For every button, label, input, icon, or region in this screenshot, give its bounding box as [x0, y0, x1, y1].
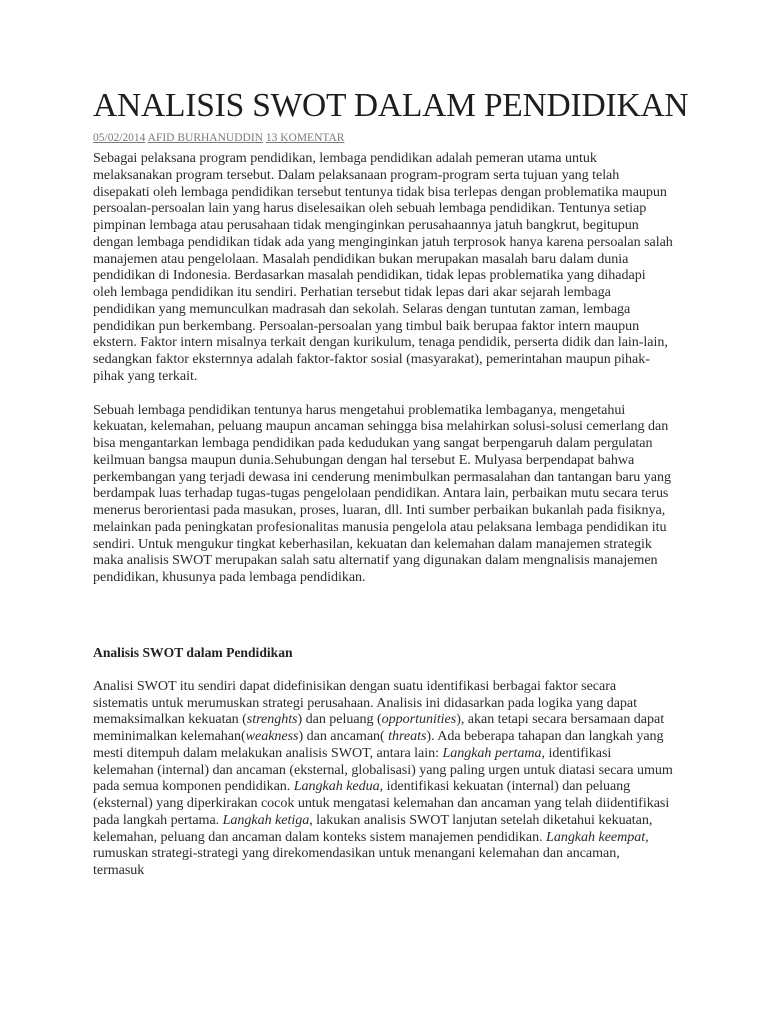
text-run: , rumuskan strategi-strategi yang direkomendasikan untuk menangani kelemahan dan ancaman, termasuk — [93, 828, 649, 878]
text-run: ) dan ancaman( — [298, 728, 389, 744]
text-run: , lakukan analisis SWOT lanjutan setelah diketahui kekuatan, kelemahan, peluang dan ancaman dalam konteks sistem manajemen pendidikan. — [93, 811, 653, 845]
text-run: ), akan tetapi secara bersamaan dapat meminimalkan kelemahan( — [93, 711, 665, 744]
italic-step-two: Langkah kedua — [293, 778, 380, 795]
italic-term-opportunities: opportunities — [381, 711, 457, 728]
article-meta — [93, 130, 673, 146]
text-run: ) dan peluang ( — [297, 711, 382, 728]
paragraph-problematika: Sebuah lembaga pendidikan tentunya harus mengetahui problematika lembaganya, mengetahui kekuatan, kelemahan, peluang maupun ancaman sehingga bisa melahirkan solusi-solusi cemerlang dan bisa mengantarkan lembaga pendidikan pada kedudukan yang sangat berpengaruh dalam pergulatan keilmuan bangsa maupun dunia.Sehubungan dengan hal tersebut E. Mulyasa berpendapat bahwa perkembangan yang terjadi dewasa ini cenderung menimbulkan permasalahan dan tantangan baru yang berdampak luas terhadap tugas-tugas pengelolaan pendidikan. Antara lain, perbaikan mutu secara terus menerus berorientasi pada masukan, proses, luaran, dll. Inti sumber perbaikan bukanlah pada fisiknya, melainkan pada peningkatan profesionalitas manusia pengelola atau pelaksana lembaga pendidikan itu sendiri. Untuk mengukur tingkat keberhasilan, kekuatan dan kelemahan dalam manajemen strategik maka analisis SWOT merupakan salah satu alternatif yang digunakan dalam mengnalisis manajemen pendidikan, khusunya pada lembaga pendidikan. — [93, 401, 671, 585]
section-heading: Analisis SWOT dalam Pendidikan — [93, 644, 293, 660]
text-run: Analisi SWOT itu sendiri dapat didefinisikan dengan suatu identifikasi berbagai faktor secara sistematis untuk merumuskan strategi perusahaan. Analisis ini didasarkan pada logika yang dapat memaksimalkan kekuatan ( — [93, 677, 637, 728]
italic-step-one: Langkah pertama — [442, 744, 542, 761]
article-title: ANALISIS SWOT DALAM PENDIDIKAN — [93, 87, 689, 124]
italic-term-strenghts: strenghts — [246, 711, 298, 728]
comments-link[interactable]: 13 KOMENTAR — [265, 132, 345, 144]
paragraph-intro: Sebagai pelaksana program pendidikan, lembaga pendidikan adalah pemeran utama untuk melaksanakan program tersebut. Dalam pelaksanaan program-program serta tujuan yang telah disepakati oleh lembaga pendidikan tersebut tentunya tidak bisa terlepas dengan problematika maupun persoalan-persoalan lain yang harus diselesaikan oleh sebuah lembaga pendidikan. Tentunya setiap pimpinan lembaga atau perusahaan tidak menginginkan perusahaannya jatuh bangkrut, begitupun dengan lembaga pendidikan tidak ada yang menginginkan jatuh terprosok hanya karena persoalan salah manajemen atau pengelolaan. Masalah pendidikan bukan merupakan masalah baru dalam dunia pendidikan di Indonesia. Berdasarkan masalah pendidikan, tidak lepas problematika yang dihadapi oleh lembaga pendidikan itu sendiri. Perhatian tersebut tidak lepas dari akar sejarah lembaga pendidikan yang memunculkan madrasah dan sekolah. Selaras dengan tuntutan zaman, lembaga pendidikan pun berkembang. Persoalan-persoalan yang timbul baik berupaa faktor intern maupun ekstern. Faktor intern misalnya terkait dengan kurikulum, tenaga pendidik, perserta didik dan lain-lain, sedangkan faktor eksternnya adalah faktor-faktor sosial (masyarakat), pemerintahan maupun pihak-pihak yang terkait. — [93, 150, 673, 384]
italic-term-threats: threats — [388, 728, 427, 744]
text-run: , identifikasi kekuatan (internal) dan peluang (eksternal) yang diperkirakan cocok untuk mengatasi kelemahan dan ancaman yang telah diidentifikasi pada langkah pertama. — [93, 778, 670, 828]
italic-step-four: Langkah keempat — [546, 828, 646, 845]
article — [93, 86, 689, 879]
paragraph-swot-definition — [93, 678, 673, 879]
text-run: , identifikasi kelemahan (internal) dan ancaman (eksternal, globalisasi) yang paling urgen untuk diatasi secara umum pada semua komponen pendidikan. — [93, 744, 673, 795]
post-date-link[interactable]: 05/02/2014 — [93, 132, 146, 144]
italic-step-three: Langkah ketiga — [222, 811, 310, 828]
text-run: ). Ada beberapa tahapan dan langkah yang mesti ditempuh dalam melakukan analisis SWOT, antara lain: — [93, 728, 664, 761]
author-link[interactable]: AFID BURHANUDDIN — [147, 132, 263, 144]
italic-term-weakness: weakness — [245, 728, 299, 744]
